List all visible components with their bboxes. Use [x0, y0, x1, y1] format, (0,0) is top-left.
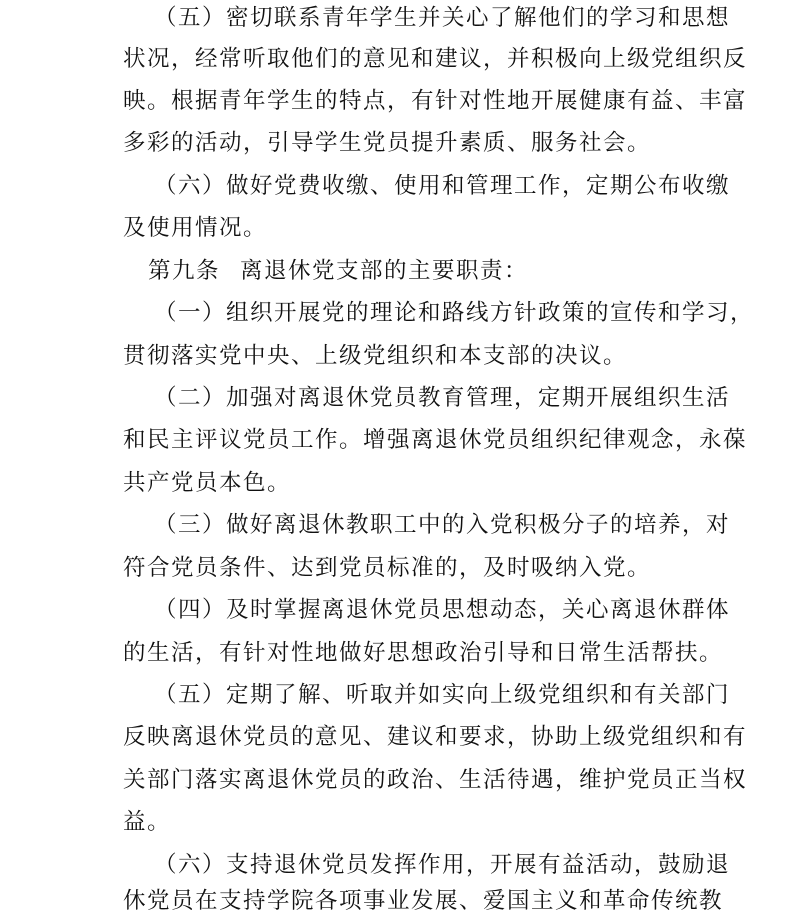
text-line: 益。 — [123, 809, 172, 835]
text-line: 反映离退休党员的意见、建议和要求，协助上级党组织和有 — [123, 724, 748, 750]
text-line: （二）加强对离退休党员教育管理，定期开展组织生活 — [154, 385, 731, 411]
text-line: 和民主评议党员工作。增强离退休党员组织纪律观念，永葆 — [123, 427, 748, 453]
article-number: 第九条 — [148, 258, 221, 284]
text-line: （三）做好离退休教职工中的入党积极分子的培养，对 — [154, 512, 731, 538]
text-line: 贯彻落实党中央、上级党组织和本支部的决议。 — [123, 343, 628, 369]
article-heading — [148, 256, 528, 286]
text-line: 映。根据青年学生的特点，有针对性地开展健康有益、丰富 — [123, 88, 748, 114]
text-line: 多彩的活动，引导学生党员提升素质、服务社会。 — [123, 130, 652, 156]
text-line: （四）及时掌握离退休党员思想动态，关心离退休群体 — [154, 597, 731, 623]
text-line: 关部门落实离退休党员的政治、生活待遇，维护党员正当权 — [123, 767, 748, 793]
text-line: 符合党员条件、达到党员标准的，及时吸纳入党。 — [123, 555, 652, 581]
text-line: （六）支持退休党员发挥作用，开展有益活动，鼓励退 — [154, 852, 731, 878]
text-line: 共产党员本色。 — [123, 470, 292, 496]
text-line: 及使用情况。 — [123, 215, 268, 241]
article-title: 离退休党支部的主要职责： — [240, 258, 529, 284]
text-line: （五）密切联系青年学生并关心了解他们的学习和思想 — [154, 5, 731, 31]
text-line: （六）做好党费收缴、使用和管理工作，定期公布收缴 — [154, 173, 731, 199]
text-line: 状况，经常听取他们的意见和建议，并积极向上级党组织反 — [123, 46, 748, 72]
text-line: （一）组织开展党的理论和路线方针政策的宣传和学习， — [154, 300, 755, 326]
text-line: 休党员在支持学院各项事业发展、爱国主义和革命传统教 — [123, 888, 724, 914]
text-line: 的生活，有针对性地做好思想政治引导和日常生活帮扶。 — [123, 640, 724, 666]
text-line: （五）定期了解、听取并如实向上级党组织和有关部门 — [154, 682, 731, 708]
